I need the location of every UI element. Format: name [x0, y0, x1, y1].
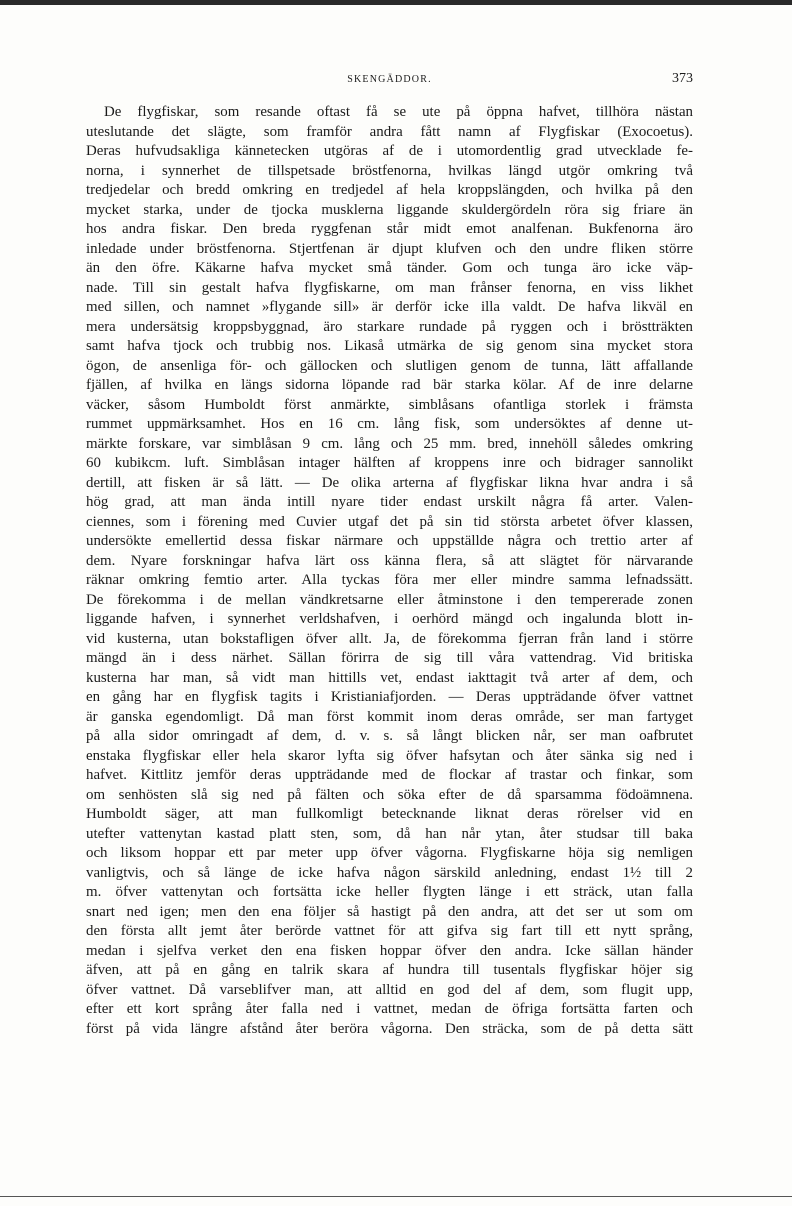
text-line: vid kusterna, utan bokstafligen öfver allt. Ja, de förekomma fjerran från land i större [86, 630, 693, 647]
text-line: utefter vattenytan kastad platt sten, som, då han når ytan, åter studsar till baka [86, 825, 693, 842]
text-line: räknar omkring femtio arter. Alla tyckas föra mer eller mindre samma lefnadssätt. [86, 572, 693, 588]
text-line: än den öfre. Käkarne hafva mycket små tänder. Gom och tunga äro icke väp- [86, 260, 693, 276]
body-text [86, 103, 693, 1039]
page-number: 373 [672, 71, 693, 86]
text-line: medan i sjelfva verket den ena fisken hoppar öfver den andra. Icke sällan händer [86, 942, 693, 959]
text-line: vanligtvis, och så länge de icke hafva någon särskild anledning, endast 1½ till 2 [86, 864, 693, 881]
text-line: liggande hafven, i synnerhet verldshafven, i oerhörd mängd och ingalunda blott in- [86, 611, 693, 627]
text-line: uteslutande det slägte, som framför andra fått namn af Flygfiskar (Exocoetus). [86, 123, 693, 140]
running-head: SKENGÄDDOR. [347, 74, 432, 85]
text-line: kusterna har man, så vidt man hittills vet, endast iakttagit två arter af dem, och [86, 669, 693, 686]
text-line: först på vida längre afstånd åter beröra vågorna. Den sträcka, som de på detta sätt [86, 1020, 693, 1037]
page-header [86, 68, 693, 90]
text-line: väcker, såsom Humboldt först anmärkte, simblåsans ofantliga storlek i främsta [86, 396, 693, 413]
text-line: en gång har en flygfisk tagits i Kristianiafjorden. — Deras uppträdande öfver vattnet [86, 689, 693, 705]
text-line: om senhösten slå sig ned på fälten och söka efter de då sparsamma födoämnena. [86, 786, 693, 803]
bottom-border-rule [0, 1196, 792, 1197]
text-line: enstaka flygfiskar eller hela skaror lyfta sig öfver hafsytan och åter sänka sig ned i [86, 747, 693, 764]
text-line: ögon, de ansenliga för- och gällocken och slutligen genom de tunna, lätt affallande [86, 357, 693, 374]
text-line: norna, i synnerhet de tillspetsade bröstfenorna, hvilkas längd utgör omkring två [86, 162, 693, 179]
text-line: äfven, att på en gång en talrik skara af hundra till tusentals flygfiskar höjer sig [86, 962, 693, 978]
text-line: den första allt jemt åter berörde vattnet för att gifva sig fart till ett nytt språng, [86, 923, 693, 939]
text-line: med sillen, och namnet »flygande sill» är derför icke illa valdt. De hafva likväl en [86, 299, 693, 315]
text-line: undersökte emellertid dessa fiskar närmare och uppställde några och trettio arter af [86, 533, 693, 549]
top-border-rule [0, 0, 792, 5]
text-line: Humboldt säger, att man fullkomligt betecknande liknat deras rörelser vid en [86, 806, 693, 822]
text-line: är ganska egendomligt. Då man först kommit inom deras område, ser man fartyget [86, 708, 693, 725]
text-line: mycket starka, under de tjocka musklerna liggande skuldergördeln röra sig friare än [86, 201, 693, 218]
text-line: öfver vattnet. Då varseblifver man, att alltid en god del af dem, som flugit upp, [86, 981, 693, 998]
text-line: på alla sidor omringadt af dem, d. v. s. så långt blicken når, ser man oafbrutet [86, 728, 693, 744]
text-line: inledade under bröstfenorna. Stjertfenan är djupt klufven och den undre fliken större [86, 240, 693, 257]
text-line: snart ned igen; men den ena följer så hastigt på den andra, att det ser ut som om [86, 903, 693, 920]
text-line: 60 kubikcm. luft. Simblåsan intager hälften af kroppens inre och bidrager sannolikt [86, 455, 693, 471]
text-line: efter ett kort språng åter falla ned i vattnet, medan de öfriga fortsätta farten och [86, 1001, 693, 1017]
text-line: hafvet. Kittlitz jemför deras uppträdande med de flockar af trastar och finkar, som [86, 767, 693, 783]
text-line: hög grad, att man ända intill nyare tider endast urskilt några få arter. Valen- [86, 494, 693, 510]
text-line: m. öfver vattenytan och fortsätta icke heller flygten länge i ett sträck, utan falla [86, 884, 693, 900]
text-line: tredjedelar och bredd omkring en tredjedel af hela kroppslängden, och hvilka på den [86, 182, 693, 198]
text-line: och liksom hoppar ett par meter upp öfver vågorna. Flygfiskarne höja sig nemligen [86, 845, 693, 861]
text-line: nade. Till sin gestalt hafva flygfiskarne, om man frånser fenorna, en viss likhet [86, 279, 693, 296]
text-line: märkte forskare, var simblåsan 9 cm. lång och 25 mm. bred, innehöll således omkring [86, 435, 693, 452]
text-line: ciennes, som i förening med Cuvier utgaf det på sin tid största arbetet öfver klassen, [86, 513, 693, 530]
text-line: mera undersätsig kroppsbyggnad, äro starkare rundade på ryggen och i bröstträkten [86, 318, 693, 335]
text-line: De förekomma i de mellan vändkretsarne eller åtminstone i den tempererade zonen [86, 591, 693, 608]
text-line: fjällen, af hvilka en längs sidorna löpande rad bär starka kölar. Af de inre delarne [86, 377, 693, 393]
text-line: Deras hufvudsakliga kännetecken utgöras af de i utomordentlig grad utvecklade fe- [86, 143, 693, 159]
text-line: samt hafva tjock och trubbig nos. Likaså utmärka de sig genom sina mycket stora [86, 338, 693, 354]
text-line: dem. Nyare forskningar hafva lärt oss känna flera, så att slägtet för närvarande [86, 552, 693, 569]
text-line: dertill, att fisken är så lätt. — De olika arterna af flygfiskar likna hvar andra i så [86, 474, 693, 491]
text-line: hos andra fiskar. Den breda ryggfenan står midt emot analfenan. Bukfenorna äro [86, 221, 693, 237]
text-line: De flygfiskar, som resande oftast få se ute på öppna hafvet, tillhöra nästan [104, 104, 693, 120]
text-line: mängd än i dess närhet. Sällan förirra de sig till våra vattendrag. Vid britiska [86, 650, 693, 666]
text-line: rummet uppmärksamhet. Hos en 16 cm. lång fisk, som undersöktes af denne ut- [86, 416, 693, 432]
